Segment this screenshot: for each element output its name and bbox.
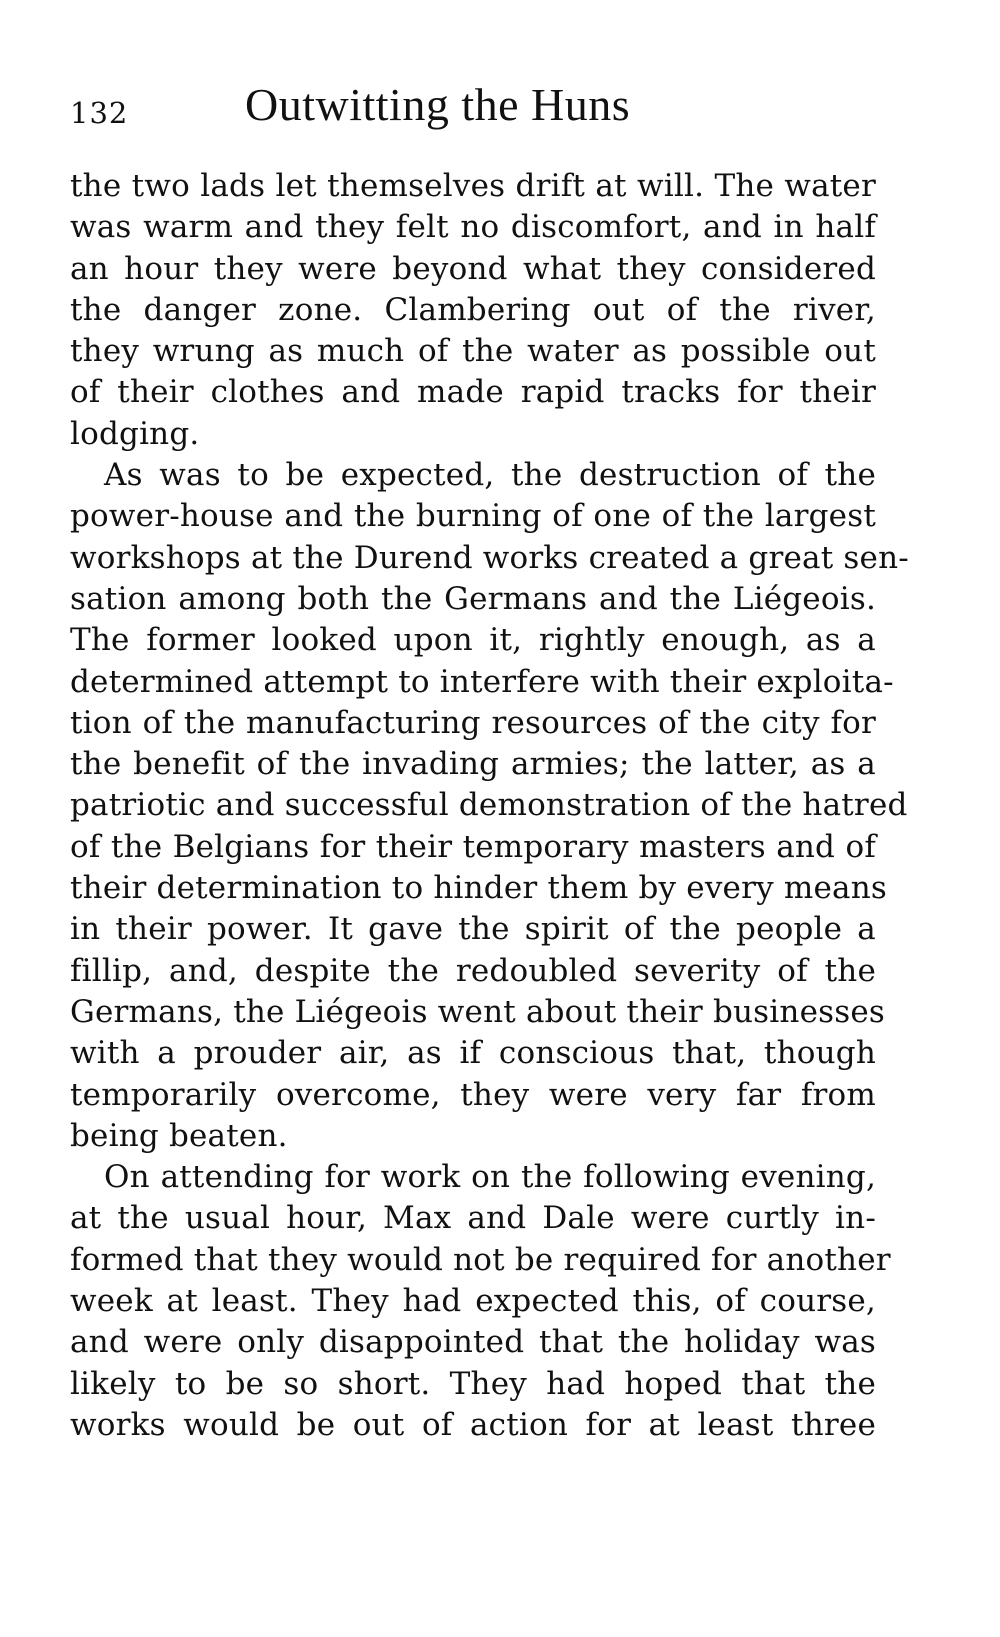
text-line: being beaten. — [70, 1117, 288, 1154]
text-line: an hour they were beyond what they considered — [70, 250, 876, 287]
text-line: determined attempt to interfere with their exploita- — [70, 663, 894, 700]
text-line: The former looked upon it, rightly enough, as a — [70, 622, 876, 659]
text-line: likely to be so short. They had hoped that the — [70, 1365, 876, 1402]
text-line: the two lads let themselves drift at will. The water — [70, 168, 876, 204]
text-line: was warm and they felt no discomfort, and in half — [70, 209, 876, 246]
text-line: week at least. They had expected this, of course, — [70, 1283, 876, 1320]
text-line: workshops at the Durend works created a great sen- — [70, 539, 909, 576]
text-line: Germans, the Liégeois went about their businesses — [70, 993, 885, 1030]
paragraph-first-line: As was to be expected, the destruction of the — [104, 457, 876, 494]
page-number: 132 — [70, 96, 129, 130]
text-line: tion of the manufacturing resources of the city for — [70, 704, 876, 741]
text-line: their determination to hinder them by every means — [70, 870, 887, 907]
text-line: at the usual hour, Max and Dale were curtly in- — [70, 1200, 876, 1237]
text-line: temporarily overcome, they were very far from — [70, 1076, 876, 1113]
text-line: with a prouder air, as if conscious that, though — [70, 1035, 876, 1072]
text-line: the danger zone. Clambering out of the river, — [70, 291, 876, 328]
text-line: fillip, and, despite the redoubled severity of the — [70, 952, 876, 989]
text-line: sation among both the Germans and the Liégeois. — [70, 580, 876, 617]
text-line: of their clothes and made rapid tracks for their — [70, 374, 876, 411]
text-line: lodging. — [70, 415, 200, 452]
running-title: Outwitting the Huns — [245, 79, 631, 130]
text-line: they wrung as much of the water as possible out — [70, 333, 876, 370]
text-line: power-house and the burning of one of the largest — [70, 498, 876, 535]
page-header — [70, 78, 910, 148]
text-line: in their power. It gave the spirit of the people a — [70, 911, 876, 948]
text-line: works would be out of action for at least three — [70, 1406, 876, 1443]
paragraph-first-line: On attending for work on the following evening, — [104, 1159, 876, 1196]
text-line: the benefit of the invading armies; the latter, as a — [70, 746, 876, 783]
body-text — [70, 166, 909, 1446]
text-line: and were only disappointed that the holiday was — [70, 1324, 876, 1361]
text-line: formed that they would not be required for another — [70, 1241, 891, 1278]
text-line: patriotic and successful demonstration of the hatred — [70, 787, 908, 824]
text-line: of the Belgians for their temporary masters and of — [70, 828, 876, 865]
